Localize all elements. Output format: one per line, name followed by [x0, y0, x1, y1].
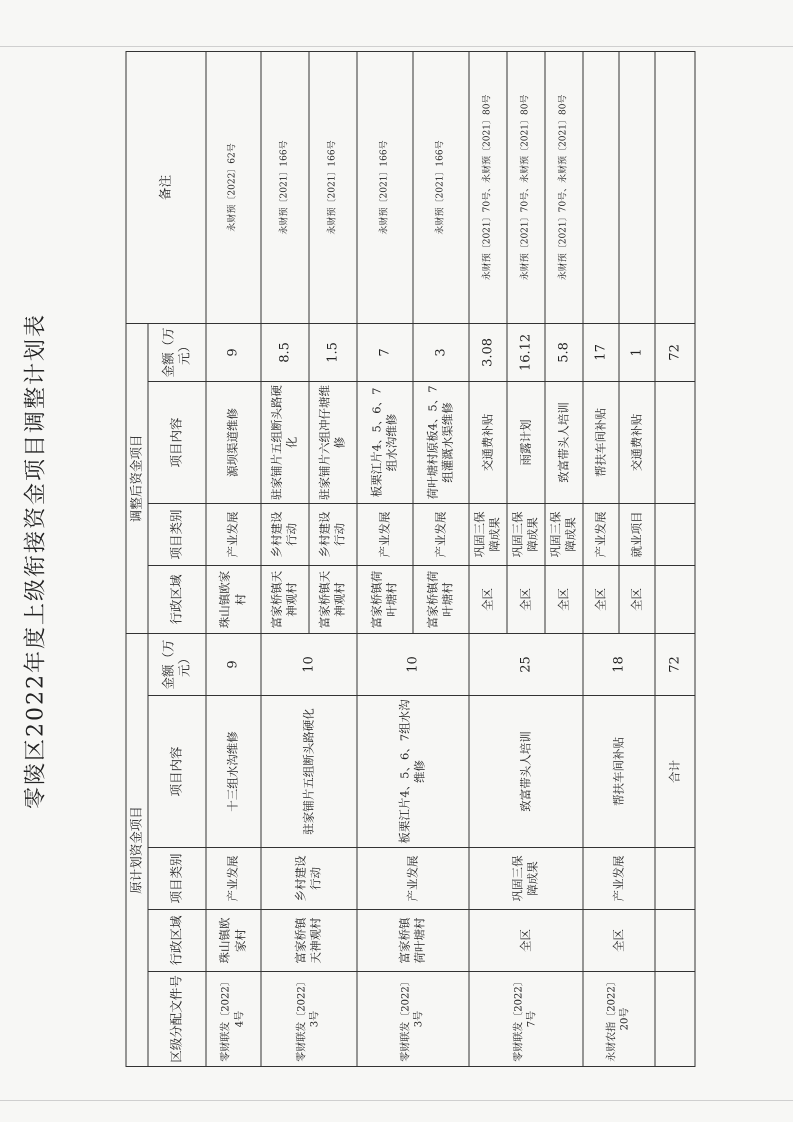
doc-cell: 永财农指〔2022〕20号 — [582, 972, 654, 1067]
adj-amount-header: 金额（万元） — [147, 323, 205, 381]
adj-region-cell: 富家桥镇天神观村 — [260, 565, 308, 633]
region-cell: 珠山镇欧家村 — [205, 910, 260, 972]
adj-content-cell: 交通费补贴 — [618, 381, 654, 503]
adj-content-cell: 源坝渠道维修 — [205, 381, 260, 503]
remark-cell: 永财预〔2021〕70号、永财预〔2021〕80号 — [468, 51, 506, 323]
region-header: 行政区域 — [147, 910, 205, 972]
remark-cell: 永财预〔2021〕166号 — [260, 51, 308, 323]
empty-cell — [654, 848, 694, 910]
adj-amount-cell: 3.08 — [468, 323, 506, 381]
empty-cell — [654, 910, 694, 972]
doc-cell: 零财联发〔2022〕3号 — [260, 972, 356, 1067]
region-cell: 全区 — [468, 910, 582, 972]
adj-category-cell: 就业项目 — [618, 503, 654, 565]
adj-category-cell: 巩固三保障成果 — [468, 503, 506, 565]
empty-cell — [654, 503, 694, 565]
total-label: 合计 — [654, 696, 694, 848]
category-cell: 巩固三保障成果 — [468, 848, 582, 910]
region-cell: 全区 — [582, 910, 654, 972]
doc-header: 区级分配文件号 — [147, 972, 205, 1067]
adj-content-cell: 驻家铺片六组冲仔塘维修 — [308, 381, 356, 503]
total-row — [654, 51, 694, 1066]
adj-region-cell: 珠山镇欧家村 — [205, 565, 260, 633]
empty-cell — [654, 565, 694, 633]
content-cell: 十三组水沟维修 — [205, 696, 260, 848]
empty-cell — [654, 381, 694, 503]
remark-cell: 永财预〔2022〕62号 — [205, 51, 260, 323]
document-title: 零陵区2022年度上级衔接资金项目调整计划表 — [23, 313, 48, 809]
adj-region-cell: 全区 — [618, 565, 654, 633]
adj-region-cell: 全区 — [544, 565, 582, 633]
content-cell: 驻家铺片五组断头路硬化 — [260, 696, 356, 848]
category-cell: 产业发展 — [205, 848, 260, 910]
amount-cell: 10 — [356, 633, 468, 695]
category-cell: 产业发展 — [582, 848, 654, 910]
adj-category-cell: 巩固三保障成果 — [506, 503, 544, 565]
doc-cell: 零财联发〔2022〕3号 — [356, 972, 468, 1067]
adj-content-cell: 交通费补贴 — [468, 381, 506, 503]
adjusted-group-header: 调整后资金项目 — [126, 323, 148, 633]
adj-amount-cell: 17 — [582, 323, 618, 381]
remark-cell — [618, 51, 654, 323]
category-cell: 乡村建设行动 — [260, 848, 356, 910]
remark-cell: 永财预〔2021〕70号、永财预〔2021〕80号 — [544, 51, 582, 323]
adj-region-cell: 全区 — [506, 565, 544, 633]
empty-cell — [654, 51, 694, 323]
adj-content-cell: 致富带头人培训 — [544, 381, 582, 503]
adj-amount-cell: 1.5 — [308, 323, 356, 381]
adj-amount-cell: 9 — [205, 323, 260, 381]
adj-content-header: 项目内容 — [147, 381, 205, 503]
adj-category-cell: 巩固三保障成果 — [544, 503, 582, 565]
adjustment-table — [125, 51, 695, 1067]
table-row — [205, 51, 260, 1066]
adj-category-cell: 乡村建设行动 — [308, 503, 356, 565]
region-cell: 富家桥镇天神观村 — [260, 910, 356, 972]
adj-amount-cell: 16.12 — [506, 323, 544, 381]
doc-cell: 零财联发〔2022〕7号 — [468, 972, 582, 1067]
content-header: 项目内容 — [147, 696, 205, 848]
adj-region-cell: 全区 — [582, 565, 618, 633]
adj-region-cell: 富家桥镇天神观村 — [308, 565, 356, 633]
adj-amount-cell: 7 — [356, 323, 412, 381]
remark-cell: 永财预〔2021〕166号 — [412, 51, 468, 323]
remark-header: 备注 — [126, 51, 206, 323]
adj-region-cell: 富家桥镇荷叶塘村 — [356, 565, 412, 633]
adj-amount-cell: 1 — [618, 323, 654, 381]
empty-cell — [654, 972, 694, 1067]
adjusted-total: 72 — [654, 323, 694, 381]
amount-cell: 9 — [205, 633, 260, 695]
content-cell: 致富带头人培训 — [468, 696, 582, 848]
adj-content-cell: 雨露计划 — [506, 381, 544, 503]
amount-header: 金额（万元） — [147, 633, 205, 695]
region-cell: 富家桥镇荷叶塘村 — [356, 910, 468, 972]
adj-region-cell: 全区 — [468, 565, 506, 633]
table-row — [356, 51, 412, 1066]
adj-amount-cell: 3 — [412, 323, 468, 381]
adj-category-cell: 产业发展 — [582, 503, 618, 565]
content-cell: 板栗江片4、5、6、7组水沟维修 — [356, 696, 468, 848]
table-row — [468, 51, 506, 1066]
adj-category-cell: 产业发展 — [205, 503, 260, 565]
remark-cell: 永财预〔2021〕70号、永财预〔2021〕80号 — [506, 51, 544, 323]
adj-category-header: 项目类别 — [147, 503, 205, 565]
adj-amount-cell: 5.8 — [544, 323, 582, 381]
adj-content-cell: 帮扶车间补贴 — [582, 381, 618, 503]
original-total: 72 — [654, 633, 694, 695]
remark-cell — [582, 51, 618, 323]
category-header: 项目类别 — [147, 848, 205, 910]
category-cell: 产业发展 — [356, 848, 468, 910]
adj-content-cell: 驻家铺片五组断头路硬化 — [260, 381, 308, 503]
table-row — [582, 51, 618, 1066]
adj-amount-cell: 8.5 — [260, 323, 308, 381]
adj-category-cell: 乡村建设行动 — [260, 503, 308, 565]
adj-region-cell: 富家桥镇荷叶塘村 — [412, 565, 468, 633]
amount-cell: 18 — [582, 633, 654, 695]
amount-cell: 10 — [260, 633, 356, 695]
adj-content-cell: 板栗江片4、5、6、7组水沟维修 — [356, 381, 412, 503]
adj-category-cell: 产业发展 — [356, 503, 412, 565]
doc-cell: 零财联发〔2022〕4号 — [205, 972, 260, 1067]
adj-region-header: 行政区域 — [147, 565, 205, 633]
adj-content-cell: 荷叶塘村原板4、5、7组灌溉水渠维修 — [412, 381, 468, 503]
table-row — [260, 51, 308, 1066]
amount-cell: 25 — [468, 633, 582, 695]
remark-cell: 永财预〔2021〕166号 — [356, 51, 412, 323]
original-group-header: 原计划资金项目 — [126, 633, 148, 1066]
remark-cell: 永财预〔2021〕166号 — [308, 51, 356, 323]
content-cell: 帮扶车间补贴 — [582, 696, 654, 848]
adj-category-cell: 产业发展 — [412, 503, 468, 565]
